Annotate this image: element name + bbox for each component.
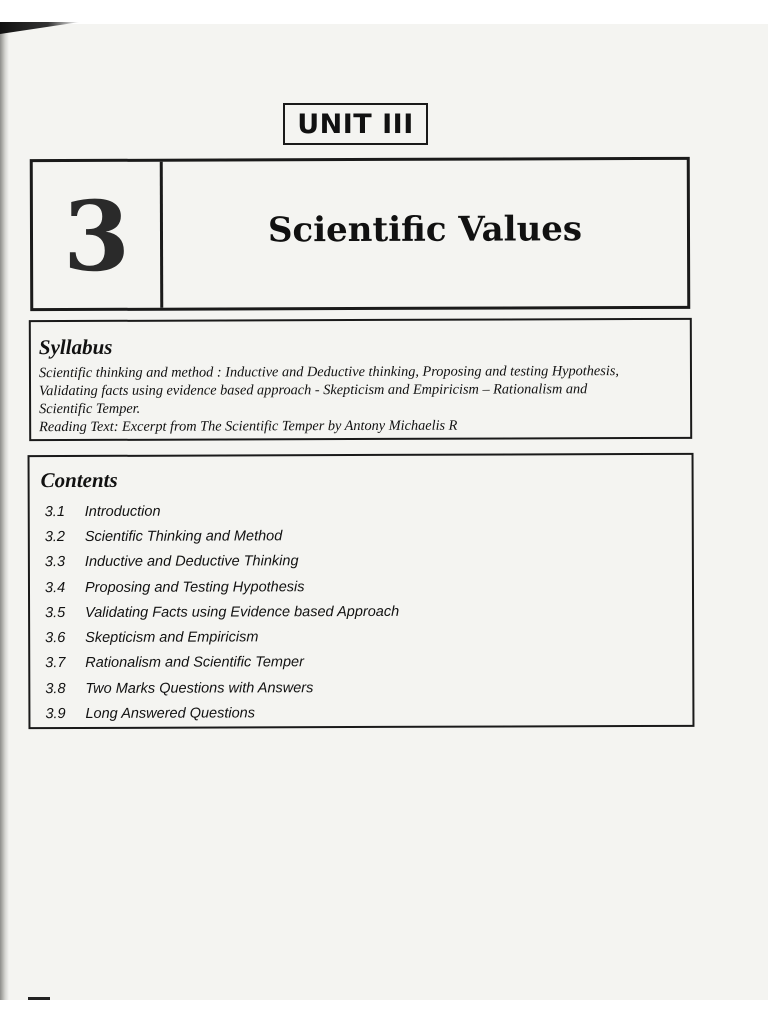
contents-item-title: Two Marks Questions with Answers bbox=[85, 679, 314, 697]
chapter-title: Scientific Values bbox=[267, 209, 583, 251]
contents-item-number: 3.4 bbox=[44, 579, 66, 596]
contents-item bbox=[41, 497, 681, 525]
contents-item bbox=[41, 699, 681, 727]
contents-item-number: 3.5 bbox=[45, 604, 66, 621]
syllabus-line: Reading Text: Excerpt from The Scientific Temper by Antony Michaelis R bbox=[39, 417, 458, 436]
chapter-number-cell bbox=[33, 162, 164, 308]
contents-item-title: Introduction bbox=[84, 503, 161, 520]
contents-item-number: 3.3 bbox=[44, 554, 66, 571]
contents-item bbox=[41, 598, 681, 626]
syllabus-text bbox=[39, 362, 682, 436]
syllabus-line: Validating facts using evidence based approach - Skepticism and Empiricism – Rationalism and bbox=[39, 381, 588, 400]
contents-item bbox=[41, 547, 681, 575]
contents-item-number: 3.9 bbox=[45, 706, 66, 723]
page-edge-shadow bbox=[0, 24, 9, 1000]
syllabus-box bbox=[29, 318, 692, 441]
contents-item bbox=[41, 522, 681, 550]
unit-box bbox=[283, 103, 428, 145]
contents-item-number: 3.7 bbox=[45, 655, 66, 672]
contents-list bbox=[41, 497, 682, 727]
bottom-mark bbox=[28, 997, 50, 1000]
contents-item bbox=[41, 649, 681, 677]
contents-item-title: Inductive and Deductive Thinking bbox=[84, 553, 299, 571]
contents-item-number: 3.6 bbox=[45, 630, 66, 647]
contents-item-title: Scientific Thinking and Method bbox=[84, 528, 283, 545]
chapter-number: 3 bbox=[62, 179, 131, 294]
top-margin bbox=[0, 0, 768, 24]
contents-item-title: Long Answered Questions bbox=[85, 705, 256, 722]
contents-item-title: Skepticism and Empiricism bbox=[85, 629, 259, 647]
syllabus-heading: Syllabus bbox=[38, 334, 113, 360]
contents-box bbox=[28, 453, 695, 729]
contents-item-number: 3.2 bbox=[44, 528, 66, 546]
bottom-margin bbox=[0, 1000, 768, 1024]
unit-label: UNIT III bbox=[297, 108, 414, 140]
contents-heading: Contents bbox=[40, 467, 118, 493]
contents-item-number: 3.1 bbox=[44, 503, 65, 520]
chapter-header bbox=[30, 157, 691, 311]
contents-item-title: Proposing and Testing Hypothesis bbox=[84, 578, 305, 596]
contents-item bbox=[41, 623, 681, 651]
contents-item bbox=[41, 573, 681, 601]
contents-item-title: Rationalism and Scientific Temper bbox=[85, 654, 304, 672]
contents-item-title: Validating Facts using Evidence based Approach bbox=[85, 603, 400, 621]
contents-item bbox=[41, 674, 681, 702]
contents-item-number: 3.8 bbox=[45, 680, 66, 697]
syllabus-line: Scientific Temper. bbox=[39, 400, 141, 418]
syllabus-line: Scientific thinking and method : Inductive and Deductive thinking, Proposing and testing Hypothesis, bbox=[38, 363, 619, 382]
